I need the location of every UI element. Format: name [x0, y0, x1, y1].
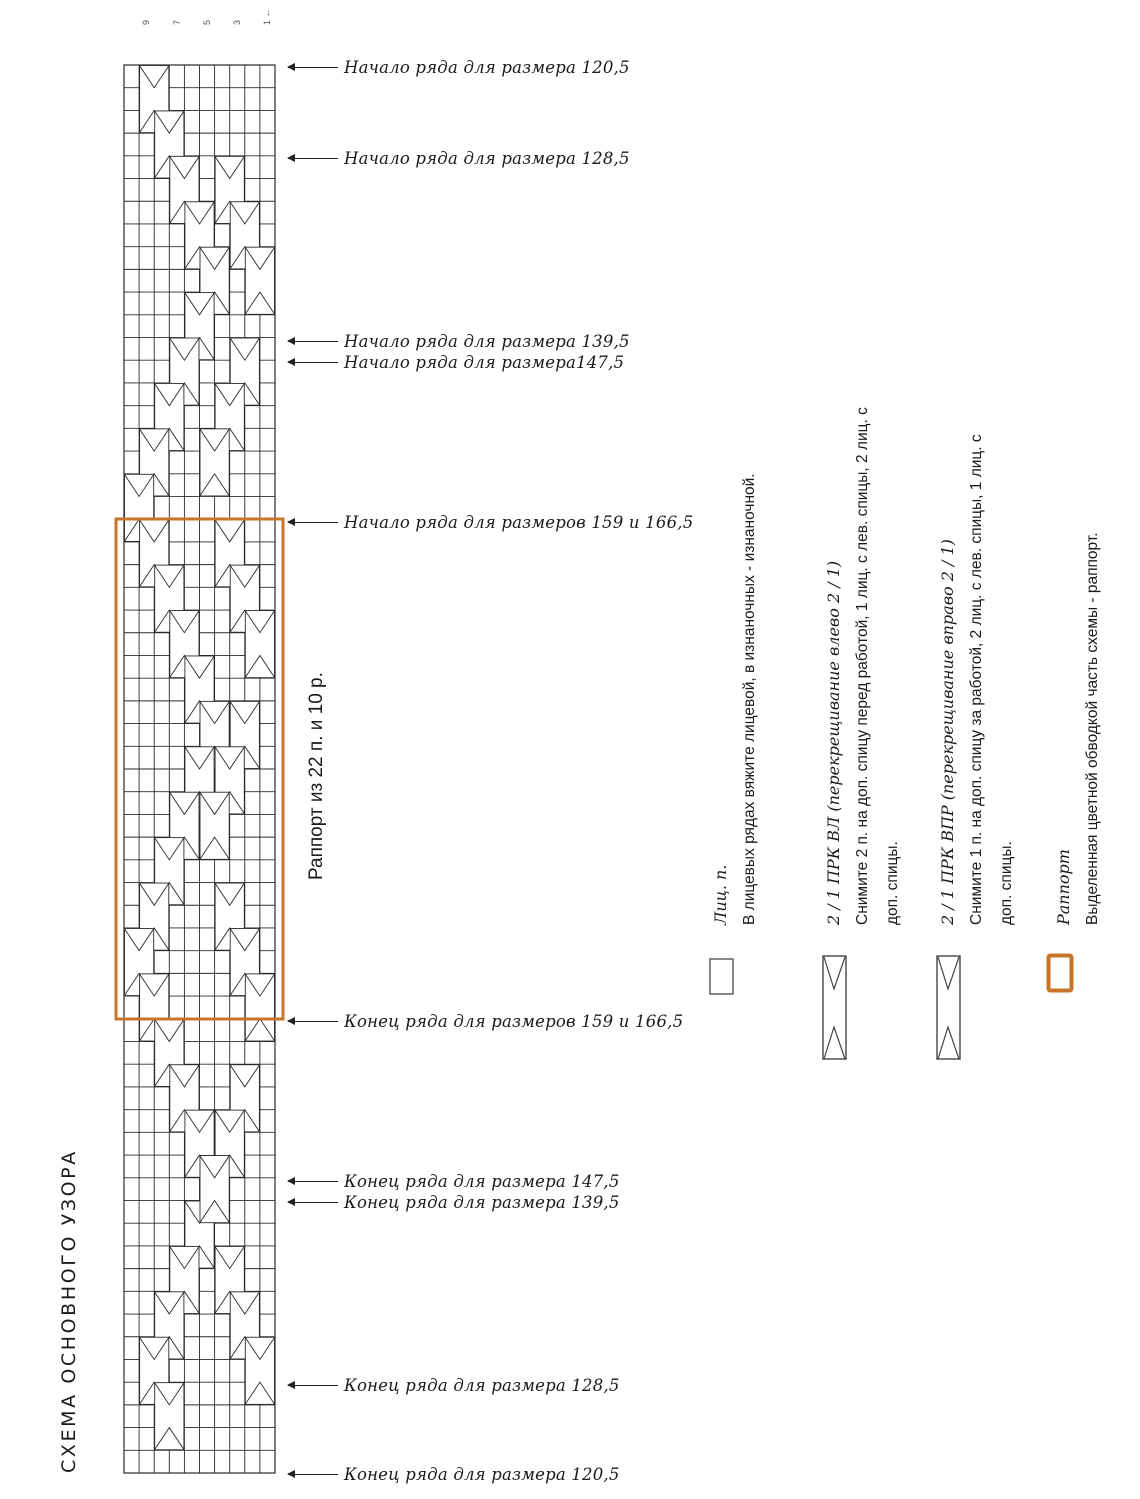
row-number-5: 5	[202, 19, 212, 25]
annotation-start-139-5	[288, 330, 630, 352]
chart-title: СХЕМА ОСНОВНОГО УЗОРА	[58, 1149, 80, 1473]
cable-cell	[245, 974, 274, 1041]
row-number-3: 3	[232, 19, 242, 25]
annotation-start-120-5	[288, 56, 630, 78]
annotation-text: Конец ряда для размера 139,5	[344, 1192, 620, 1212]
rapport-caption: Раппорт из 22 п. и 10 р.	[306, 672, 327, 880]
annotation-end-159-166-5	[288, 1010, 683, 1032]
annotation-text: Начало ряда для размера 139,5	[344, 331, 630, 351]
legend-desc: В лицевых рядах вяжите лицевой, в изнаночных - изнаночной.	[741, 473, 758, 925]
legend-item-cable-right	[934, 405, 1022, 925]
cable-cell	[200, 429, 229, 496]
row-number-9: 9	[141, 19, 151, 25]
left-arrow-icon	[288, 522, 338, 523]
annotation-text: Начало ряда для размера 128,5	[344, 148, 630, 168]
annotation-text: Конец ряда для размера 147,5	[344, 1171, 620, 1191]
rapport-outline-icon	[1046, 953, 1076, 995]
legend-desc: Снимите 1 п. на доп. спицу за работой, 2 лиц. с лев. спицы, 1 лиц. с доп. спицы.	[968, 434, 1015, 925]
annotation-text: Конец ряда для размера 128,5	[344, 1375, 620, 1395]
annotation-start-147-5	[288, 351, 624, 373]
cable-left-icon	[822, 955, 848, 1061]
left-arrow-icon	[288, 362, 338, 363]
cable-right-icon	[936, 955, 962, 1061]
left-arrow-icon	[288, 67, 338, 68]
left-arrow-icon	[288, 1181, 338, 1182]
annotation-end-147-5	[288, 1170, 620, 1192]
legend-name: 2 / 1 ПРК ВЛ (перекрещивание влево 2 / 1)	[824, 560, 843, 925]
row-number-7: 7	[172, 19, 182, 25]
legend-name: Раппорт	[1054, 849, 1073, 925]
cable-cell	[155, 1383, 184, 1450]
cable-cell	[200, 1156, 229, 1223]
annotation-end-128-5	[288, 1374, 620, 1396]
annotation-text: Конец ряда для размера 120,5	[344, 1464, 620, 1484]
legend-desc: Снимите 2 п. на доп. спицу перед работой, 1 лиц. с лев. спицы, 2 лиц. с доп. спицы.	[854, 407, 901, 925]
left-arrow-icon	[288, 158, 338, 159]
left-arrow-icon	[288, 341, 338, 342]
legend-item-cable-left	[820, 405, 908, 925]
cable-cell	[245, 247, 274, 314]
left-arrow-icon	[288, 1385, 338, 1386]
annotation-text: Начало ряда для размера 120,5	[344, 57, 630, 77]
legend-name: 2 / 1 ПРК ВПР (перекрещивание вправо 2 / 1)	[938, 539, 957, 925]
left-arrow-icon	[288, 1474, 338, 1475]
annotation-end-139-5	[288, 1191, 620, 1213]
left-arrow-icon	[288, 1021, 338, 1022]
knit-stitch-icon	[709, 958, 735, 996]
legend-name: Лиц. п.	[711, 864, 730, 925]
legend-item-knit	[707, 405, 765, 925]
cable-cell	[245, 1337, 274, 1404]
legend-desc: Выделенная цветной обводкой часть схемы - раппорт.	[1084, 532, 1101, 925]
annotation-end-120-5	[288, 1463, 620, 1485]
annotation-start-128-5	[288, 147, 630, 169]
annotation-text: Начало ряда для размеров 159 и 166,5	[344, 512, 694, 532]
legend-item-rapport	[1050, 405, 1108, 925]
annotation-text: Начало ряда для размера147,5	[344, 352, 625, 372]
cable-cell	[245, 611, 274, 678]
annotation-text: Конец ряда для размеров 159 и 166,5	[344, 1011, 684, 1031]
annotation-start-159-166-5	[288, 511, 693, 533]
row-number-1: 1 ←	[262, 8, 272, 25]
cable-cell	[200, 792, 229, 859]
left-arrow-icon	[288, 1202, 338, 1203]
